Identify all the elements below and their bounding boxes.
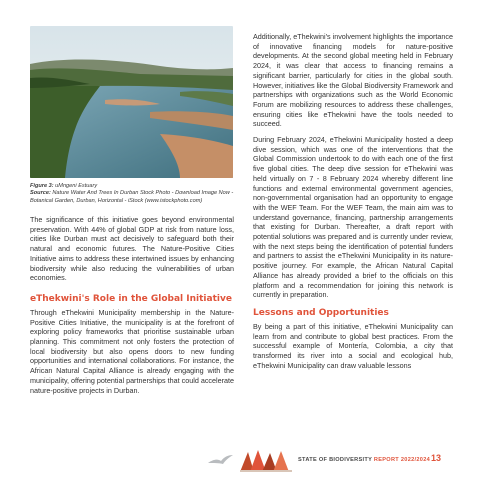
section-heading-lessons: Lessons and Opportunities [253,307,389,318]
report-title-suffix: REPORT 2022/2024 [373,457,431,463]
right-paragraph-3: By being a part of this initiative, eThekwini Municipality can learn from and contribute to global best practices. From the successful example of Montería, Colombia, a city that transformed its river into a social and ecological hub, eThekwini Municipality can draw valuable lessons [253,321,453,370]
page-number: 13 [431,453,442,463]
figure-caption [30,183,235,205]
source-text: Nature Water And Trees In Durban Stock Photo - Download Image Now - Botanical Garden, Durban, Horizontal - iStock (www.istockphoto.com) [30,190,234,204]
right-column [253,32,453,371]
estuary-photo [30,26,233,178]
report-title [298,457,430,463]
left-paragraph-1: The significance of this initiative goes beyond environmental preservation. With 44% of global GDP at risk from nature loss, cities like Durban must act decisively to safeguard both their natural and economic futures. The Nature-Positive Cities Initiative aims to address these intertwined issues by enhancing biodiversity while also reducing the vulnerabilities of urban economies. [30,215,234,283]
right-paragraph-1: Additionally, eThekwini's involvement highlights the importance of innovative financing models for nature-positive developments. At the second global meeting held in February 2024, it was clear that access to financing remains a significant barrier, particularly for cities in the global south. However, initiatives like the Global Biodiversity Framework and partnerships with organizations such as the World Economic Forum are mobilizing resources to address these challenges, ensuring cities like eThekwini have the tools needed to succeed. [253,32,453,129]
left-paragraph-2: Through eThekwini Municipality membership in the Nature-Positive Cities Initiative, the municipality is at the forefront of exploring policy frameworks that prioritise sustainable urban planning. This commitment not only fosters the protection of local biodiversity but also opens doors to new funding opportunities and international collaborations. For instance, the African Natural Capital Alliance is already engaging with the municipality, offering potential partnerships that could accelerate nature-positive projects in Durban. [30,307,234,395]
bird-icon [206,451,234,469]
report-logo-icon [240,448,292,472]
right-paragraph-2: During February 2024, eThekwini Municipality hosted a deep dive session, which was one of the interventions that the Global Commission undertook to do with each one of the first five global cities. The deep dive session for eThekwini was held virtually on 7 - 8 February 2024 whereby different line functions and external environmental government agencies, non-governmental organisation had an opportunity to engage with the WEF Team. For the WEF Team, the main aim was to understand governance, financing, partnership arrangements that existing for Durban. Thereafter, a draft report with potential solutions was prepared and is currently under review, with the next steps being the identification of potential funders and partners to assist the eThekwini Municipality in its nature-positive journey. For example, the African Natural Capital Alliance has already provided a brief to the officials on this platform and a recommendation for joining this network is currently in preparation. [253,135,453,300]
caption-title: uMngeni Estuary [53,183,98,189]
caption-label: Figure 3: [30,183,54,189]
report-title-prefix: STATE OF BIODIVERSITY [298,457,374,463]
source-label: Source: [30,190,51,197]
section-heading-ethekwini-role: eThekwini's Role in the Global Initiative [30,293,232,304]
left-column [30,215,234,395]
